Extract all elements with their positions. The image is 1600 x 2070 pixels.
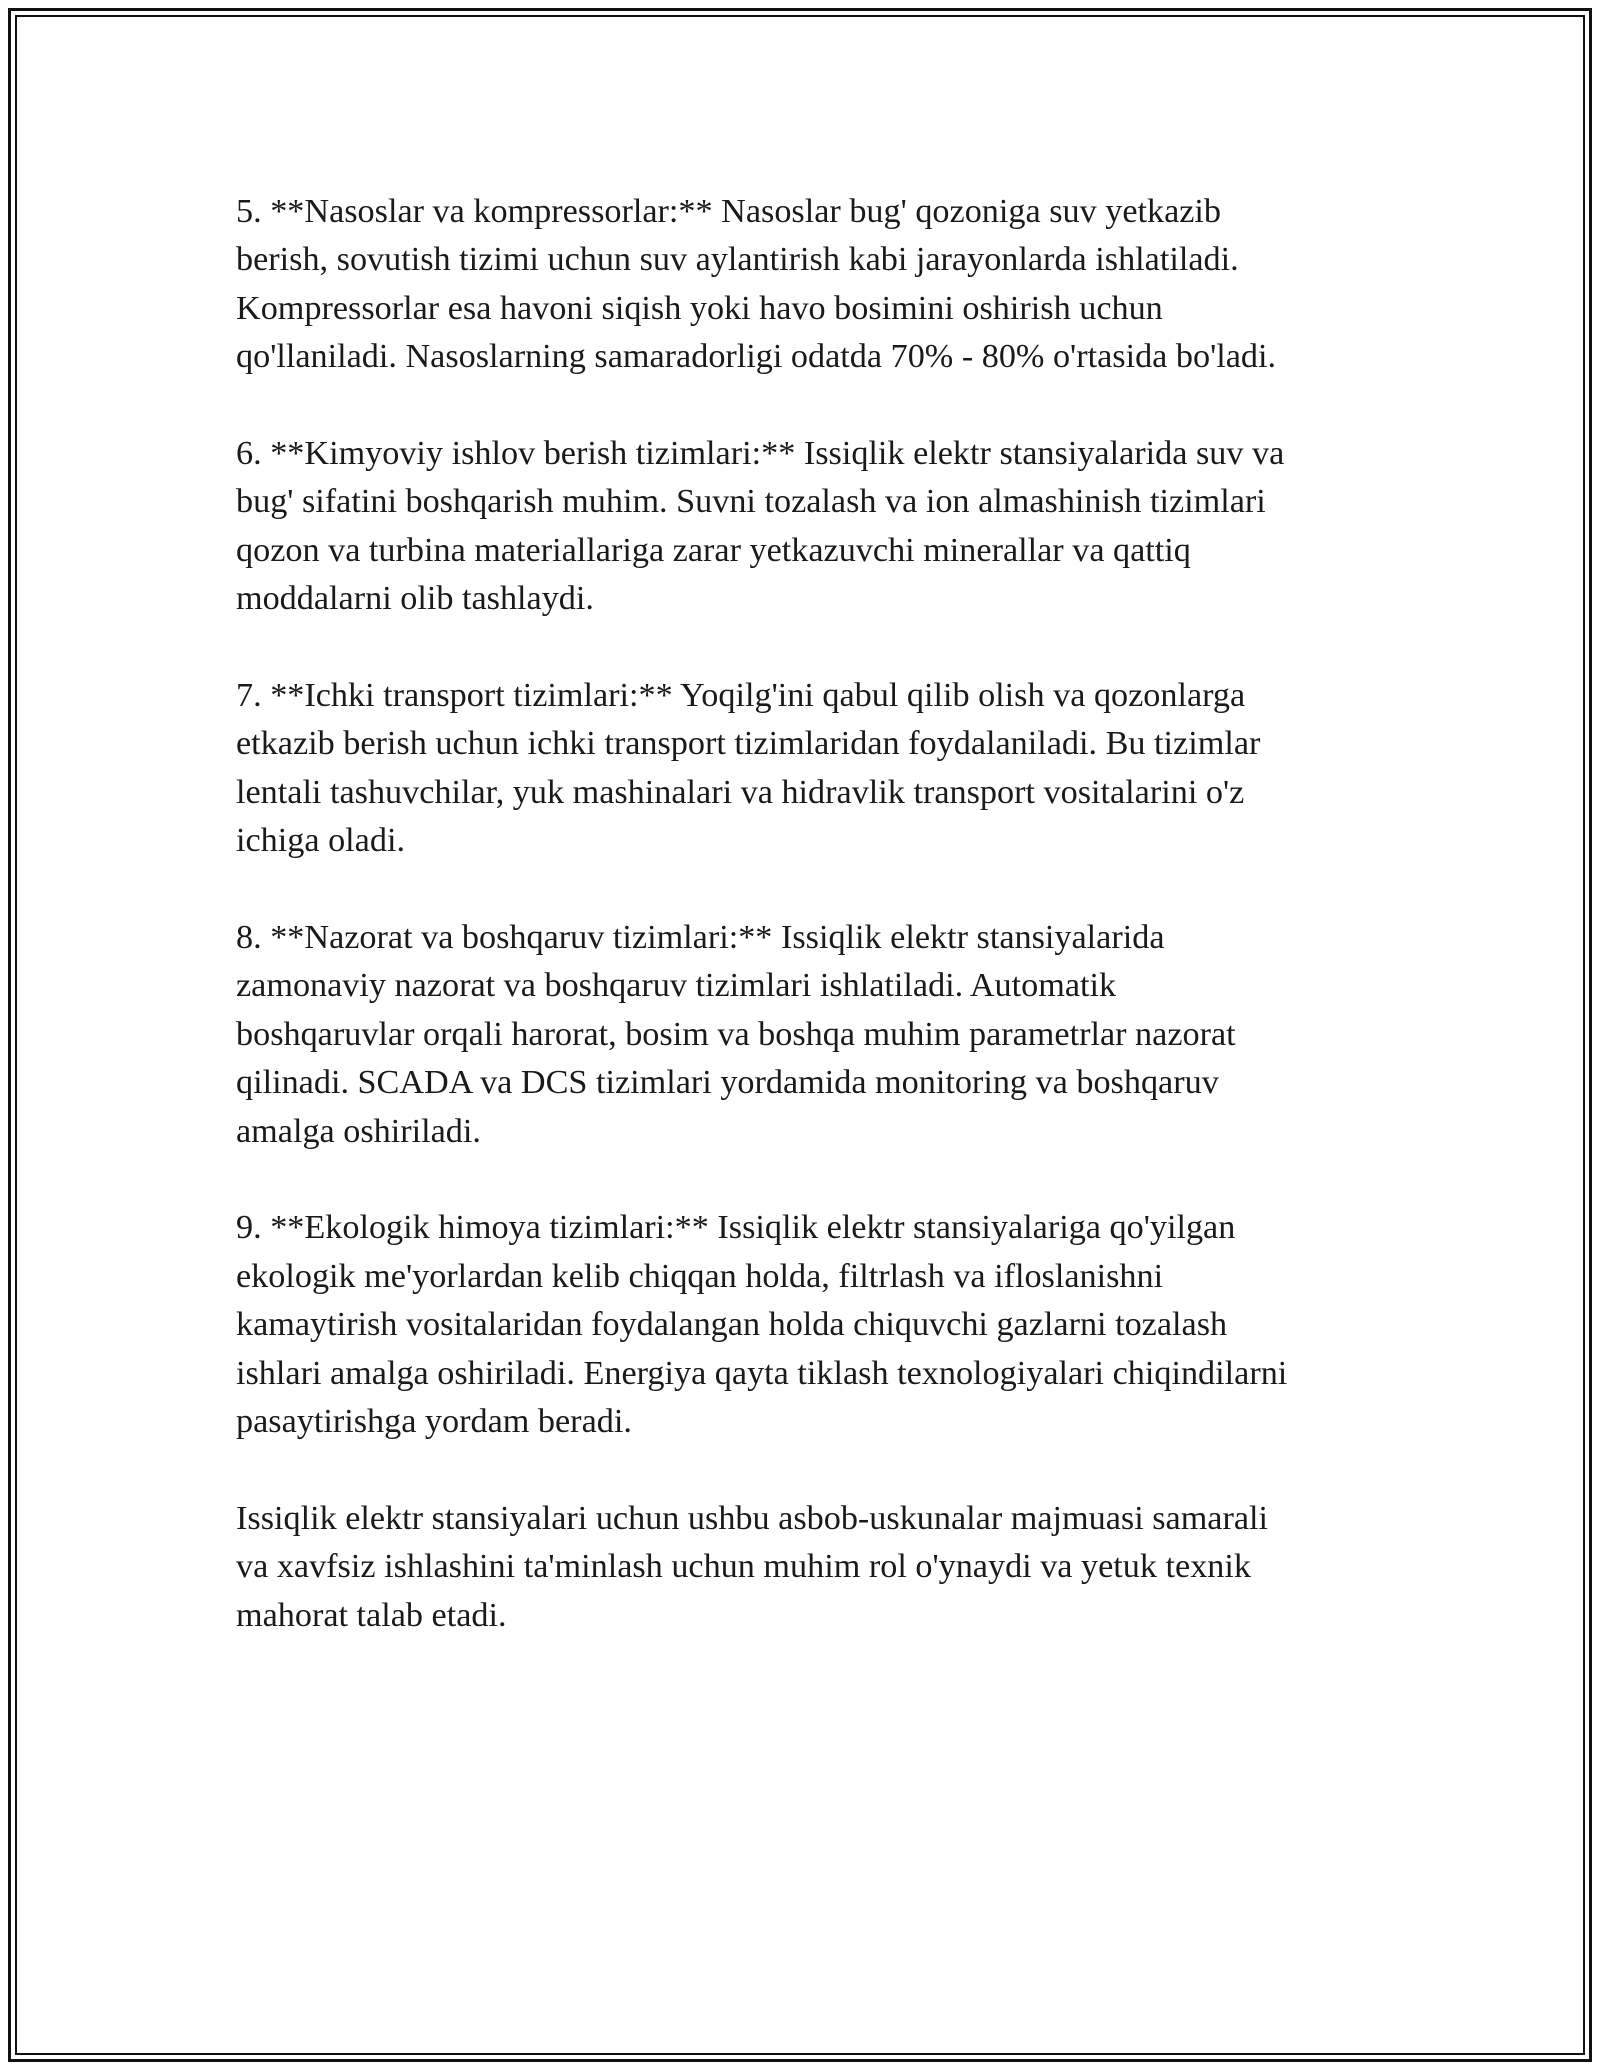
- text-line: kamaytirish vositalaridan foydalangan holda chiquvchi gazlarni tozalash: [236, 1306, 1228, 1344]
- text-line: boshqaruvlar orqali harorat, bosim va boshqa muhim parametrlar nazorat: [236, 1015, 1236, 1053]
- text-line: qo'llaniladi. Nasoslarning samaradorligi odatda 70% - 80% o'rtasida bo'ladi.: [236, 338, 1277, 376]
- text-line: ekologik me'yorlardan kelib chiqqan holda, filtrlash va ifloslanishni: [236, 1257, 1164, 1295]
- text-line: qozon va turbina materiallariga zarar yetkazuvchi minerallar va qattiq: [236, 531, 1191, 569]
- document-body: [236, 188, 1386, 1640]
- text-line: 8. **Nazorat va boshqaruv tizimlari:** Issiqlik elektr stansiyalarida: [236, 919, 1165, 957]
- text-line: ichiga oladi.: [236, 822, 405, 860]
- text-line: pasaytirishga yordam beradi.: [236, 1403, 632, 1441]
- paragraph-chemical-treatment: [236, 430, 1386, 624]
- text-line: 5. **Nasoslar va kompressorlar:** Nasoslar bug' qozoniga suv yetkazib: [236, 193, 1222, 230]
- text-line: lentali tashuvchilar, yuk mashinalari va hidravlik transport vositalarini o'z: [236, 773, 1245, 811]
- text-line: ishlari amalga oshiriladi. Energiya qayta tiklash texnologiyalari chiqindilarni: [236, 1354, 1288, 1392]
- text-line: va xavfsiz ishlashini ta'minlash uchun muhim rol o'ynaydi va yetuk texnik: [236, 1548, 1251, 1586]
- text-line: berish, sovutish tizimi uchun suv aylantirish kabi jarayonlarda ishlatiladi.: [236, 241, 1239, 279]
- paragraph-ecological-protection: [236, 1204, 1386, 1446]
- text-line: qilinadi. SCADA va DCS tizimlari yordamida monitoring va boshqaruv: [236, 1064, 1219, 1102]
- text-line: 6. **Kimyoviy ishlov berish tizimlari:** Issiqlik elektr stansiyalarida suv va: [236, 435, 1285, 473]
- text-line: 7. **Ichki transport tizimlari:** Yoqilg'ini qabul qilib olish va qozonlarga: [236, 677, 1246, 715]
- text-line: bug' sifatini boshqarish muhim. Suvni tozalash va ion almashinish tizimlari: [236, 483, 1266, 521]
- text-line: 9. **Ekologik himoya tizimlari:** Issiqlik elektr stansiyalariga qo'yilgan: [236, 1209, 1236, 1247]
- text-line: mahorat talab etadi.: [236, 1596, 507, 1634]
- text-line: Kompressorlar esa havoni siqish yoki havo bosimini oshirish uchun: [236, 289, 1163, 327]
- text-line: Issiqlik elektr stansiyalari uchun ushbu asbob-uskunalar majmuasi samarali: [236, 1499, 1269, 1537]
- text-line: etkazib berish uchun ichki transport tizimlaridan foydalaniladi. Bu tizimlar: [236, 725, 1261, 763]
- paragraph-internal-transport: [236, 672, 1386, 866]
- paragraph-control-systems: [236, 914, 1386, 1156]
- paragraph-conclusion: [236, 1495, 1386, 1640]
- paragraph-pumps-compressors: [236, 188, 1386, 382]
- text-line: zamonaviy nazorat va boshqaruv tizimlari ishlatiladi. Automatik: [236, 967, 1117, 1005]
- text-line: amalga oshiriladi.: [236, 1112, 481, 1150]
- text-line: moddalarni olib tashlaydi.: [236, 580, 594, 618]
